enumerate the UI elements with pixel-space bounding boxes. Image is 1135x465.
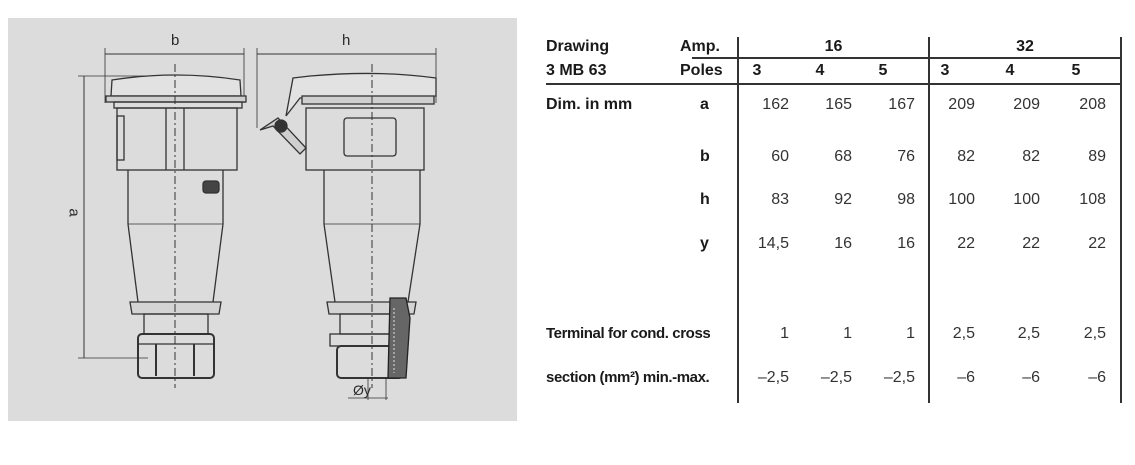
table-cell: 68 xyxy=(834,148,852,165)
amp-group-32: 32 xyxy=(1016,38,1034,55)
table-cell: 208 xyxy=(1079,96,1106,113)
column-divider-2 xyxy=(928,37,930,403)
terminal-max-cell: –2,5 xyxy=(883,369,915,386)
table-cell: 98 xyxy=(897,191,915,208)
table-cell: 162 xyxy=(762,96,789,113)
terminal-min-cell: 1 xyxy=(906,325,915,342)
row-dim-label: b xyxy=(700,148,710,165)
table-cell: 22 xyxy=(957,235,975,252)
dimension-label-b: b xyxy=(171,32,180,49)
poles-header: 4 xyxy=(1005,62,1015,79)
terminal-min-cell: 2,5 xyxy=(1017,325,1040,342)
amp-underline xyxy=(692,57,1122,59)
header-bottom-line xyxy=(546,83,1122,85)
amp-group-16: 16 xyxy=(824,38,843,55)
terminal-label-line2: section (mm²) min.-max. xyxy=(546,369,710,386)
table-cell: 22 xyxy=(1088,235,1106,252)
poles-header: 5 xyxy=(878,62,888,79)
terminal-min-cell: 1 xyxy=(780,325,789,342)
column-divider-3 xyxy=(1120,37,1122,403)
dimension-label-diameter-y: Øy xyxy=(353,382,371,398)
dimension-label-h: h xyxy=(342,32,351,49)
table-cell: 167 xyxy=(888,96,915,113)
terminal-max-cell: –6 xyxy=(1088,369,1106,386)
terminal-max-cell: –6 xyxy=(957,369,975,386)
row-dim-label: y xyxy=(700,235,709,252)
amp-label: Amp. xyxy=(680,38,720,55)
terminal-max-cell: –2,5 xyxy=(757,369,789,386)
table-cell: 100 xyxy=(948,191,975,208)
model-number: 3 MB 63 xyxy=(546,62,607,79)
table-cell: 92 xyxy=(834,191,852,208)
table-cell: 100 xyxy=(1013,191,1040,208)
table-cell: 89 xyxy=(1088,148,1106,165)
table-cell: 16 xyxy=(897,235,915,252)
table-cell: 82 xyxy=(957,148,975,165)
technical-drawing xyxy=(8,18,517,421)
poles-header: 4 xyxy=(815,62,825,79)
row-dim-label: h xyxy=(700,191,710,208)
table-cell: 14,5 xyxy=(757,235,789,252)
table-cell: 83 xyxy=(771,191,789,208)
terminal-min-cell: 2,5 xyxy=(1083,325,1106,342)
poles-header: 3 xyxy=(752,62,762,79)
connector-drawing-svg xyxy=(8,18,517,421)
table-cell: 76 xyxy=(897,148,915,165)
table-cell: 60 xyxy=(771,148,789,165)
table-cell: 165 xyxy=(825,96,852,113)
column-divider-1 xyxy=(737,37,739,403)
drawing-label: Drawing xyxy=(546,38,610,55)
terminal-label-line1: Terminal for cond. cross xyxy=(546,325,711,342)
terminal-min-cell: 1 xyxy=(843,325,852,342)
table-cell: 108 xyxy=(1079,191,1106,208)
section-label: Dim. in mm xyxy=(546,96,633,113)
table-cell: 16 xyxy=(834,235,852,252)
table-cell: 209 xyxy=(1013,96,1040,113)
dimension-label-a: a xyxy=(65,208,83,217)
table-cell: 209 xyxy=(948,96,975,113)
table-cell: 82 xyxy=(1022,148,1040,165)
poles-header: 5 xyxy=(1071,62,1081,79)
poles-header: 3 xyxy=(940,62,950,79)
terminal-min-cell: 2,5 xyxy=(952,325,975,342)
table-cell: 22 xyxy=(1022,235,1040,252)
poles-label: Poles xyxy=(680,62,723,79)
row-dim-label: a xyxy=(700,96,709,113)
dimensions-table xyxy=(546,37,1122,403)
terminal-max-cell: –2,5 xyxy=(820,369,852,386)
terminal-max-cell: –6 xyxy=(1022,369,1040,386)
